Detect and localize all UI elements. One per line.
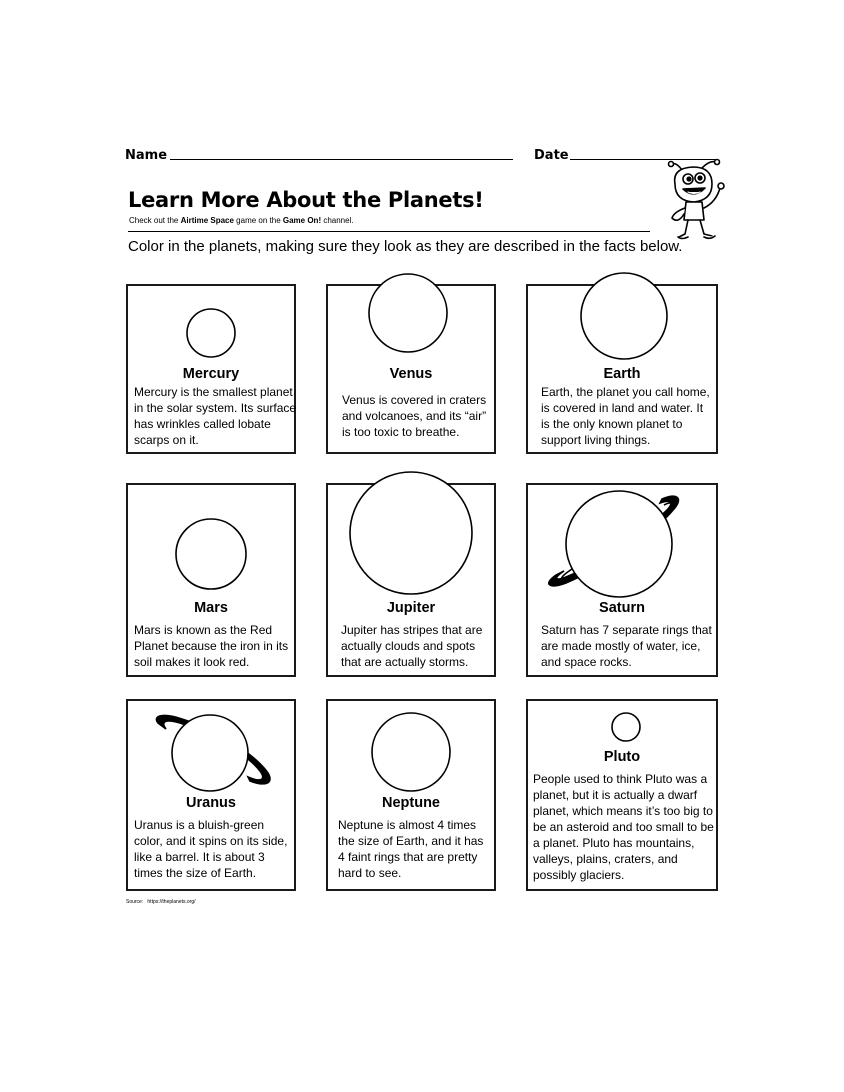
source-citation: Source: https://theplanets.org/	[126, 899, 196, 905]
planet-card-venus	[326, 284, 496, 454]
planet-name: Jupiter	[386, 600, 436, 616]
planet-fact: Mercury is the smallest planet in the solar system. Its surface has wrinkles called lobate scarps on it.	[134, 385, 297, 447]
neptune-planet-outline[interactable]	[370, 711, 452, 793]
name-label: Name	[125, 148, 168, 163]
earth-planet-outline[interactable]	[579, 271, 669, 361]
instructions-text: Color in the planets, making sure they look as they are described in the facts below.	[128, 238, 683, 255]
planet-card-uranus	[126, 699, 296, 891]
planet-card-mars	[126, 483, 296, 677]
planet-card-jupiter	[326, 483, 496, 677]
planet-card-pluto	[526, 699, 718, 891]
pluto-planet-outline[interactable]	[610, 711, 642, 743]
planet-name: Saturn	[599, 600, 645, 616]
planet-card-neptune	[326, 699, 496, 891]
header-divider	[128, 231, 650, 232]
jupiter-planet-outline[interactable]	[347, 469, 475, 597]
planet-name: Pluto	[603, 749, 641, 765]
planet-fact: Venus is covered in craters and volcanoes, and its “air” is too toxic to breathe.	[342, 393, 487, 439]
planet-fact: Uranus is a bluish-green color, and it spins on its side, like a barrel. It is about 3 times the size of Earth.	[134, 818, 288, 880]
planet-fact: Earth, the planet you call home, is covered in land and water. It is the only known planet to support living things.	[541, 385, 710, 447]
alien-mascot-icon	[660, 158, 732, 240]
mars-planet-outline[interactable]	[174, 517, 248, 591]
name-field-line[interactable]	[170, 159, 513, 160]
planet-fact: Jupiter has stripes that are actually clouds and spots that are actually storms.	[341, 623, 483, 669]
planet-name: Venus	[389, 366, 433, 382]
page-subtitle: Check out the Airtime Space game on the Game On! channel.	[129, 216, 354, 225]
planet-name: Uranus	[186, 795, 236, 811]
planet-card-saturn	[526, 483, 718, 677]
mercury-planet-outline[interactable]	[185, 307, 237, 359]
venus-planet-outline[interactable]	[367, 272, 449, 354]
saturn-planet-outline[interactable]	[544, 489, 694, 599]
planet-card-mercury	[126, 284, 296, 454]
planet-fact: Saturn has 7 separate rings that are made mostly of water, ice, and space rocks.	[541, 623, 712, 669]
planet-name: Earth	[603, 366, 641, 382]
uranus-planet-outline[interactable]	[154, 713, 274, 793]
planet-name: Mars	[194, 600, 228, 616]
planet-fact: Mars is known as the Red Planet because the iron in its soil makes it look red.	[134, 623, 289, 669]
planet-fact: People used to think Pluto was a planet, but it is actually a dwarf planet, which means it’s too big to be an asteroid and too small to be a planet. Pluto has mountains, valleys, plains, craters, and possibly glaciers.	[533, 772, 714, 882]
page-title: Learn More About the Planets!	[128, 188, 484, 212]
date-label: Date	[534, 148, 569, 163]
planet-fact: Neptune is almost 4 times the size of Earth, and it has 4 faint rings that are pretty hard to see.	[338, 818, 484, 880]
planet-name: Mercury	[182, 366, 240, 382]
planet-name: Neptune	[382, 795, 440, 811]
planet-card-earth	[526, 284, 718, 454]
